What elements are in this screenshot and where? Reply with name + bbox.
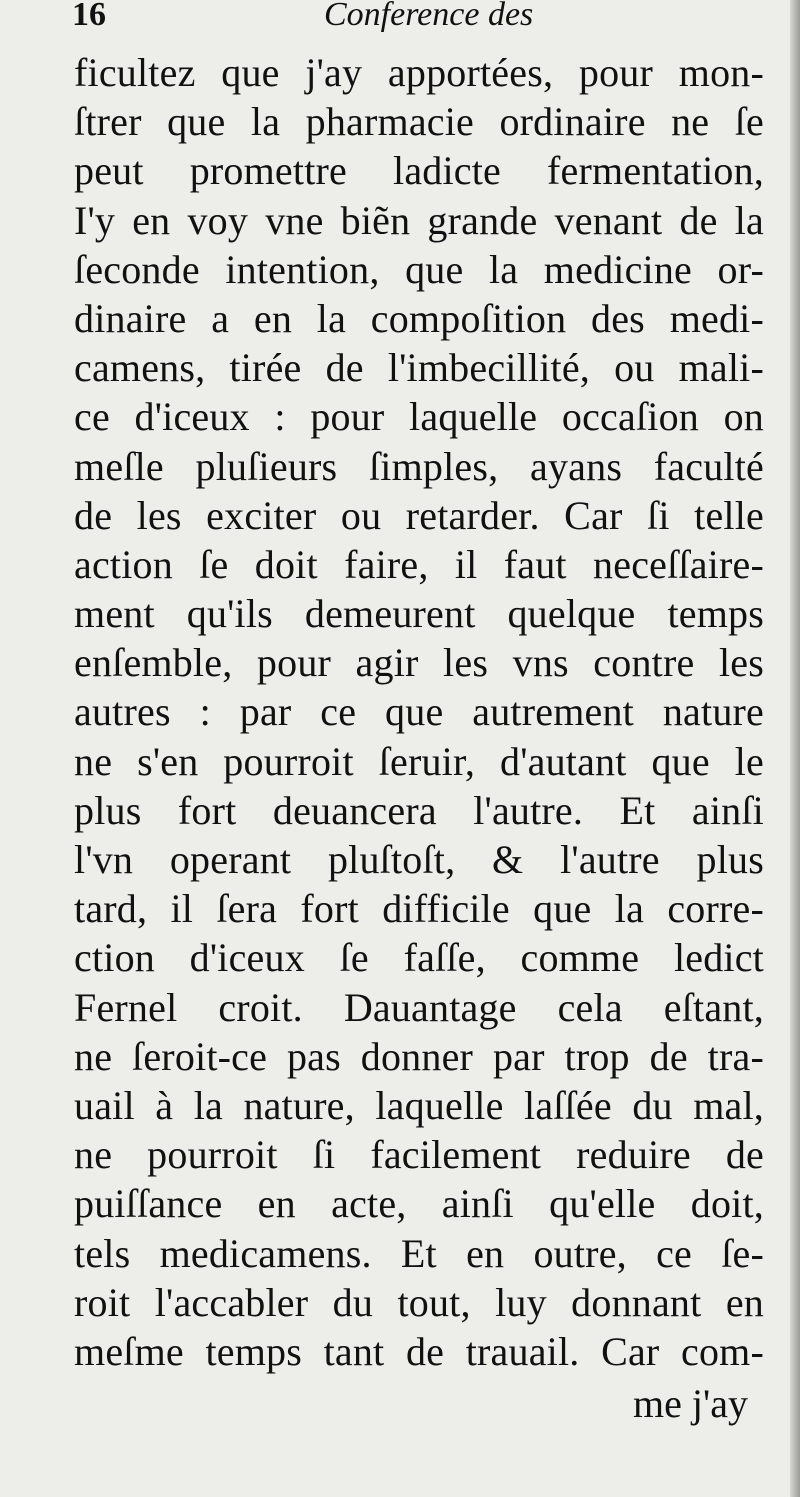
text-line: ne ſeroit-ce pas donner par trop de tra-: [74, 1033, 764, 1079]
page-header: [72, 0, 572, 40]
text-line: dinaire a en la compoſition des medi-: [74, 295, 764, 341]
running-head: Conference des: [324, 0, 534, 33]
text-line: ficultez que j'ay apportées, pour mon-: [74, 50, 764, 95]
body-text: [74, 48, 764, 1376]
page-gutter-shadow: [790, 0, 800, 1497]
text-line: Fernel croit. Dauantage cela eſtant,: [74, 984, 764, 1030]
text-line: ſtrer que la pharmacie ordinaire ne ſe: [74, 99, 764, 145]
text-line: de les exciter ou retarder. Car ſi telle: [74, 492, 764, 538]
text-line: ſeconde intention, que la medicine or-: [74, 246, 764, 292]
text-line: I'y en voy vne biẽn grande venant de la: [74, 197, 764, 243]
text-line: uail à la nature, laquelle laſſée du mal,: [74, 1082, 764, 1128]
text-line: meſle pluſieurs ſimples, ayans faculté: [74, 443, 764, 489]
text-line: action ſe doit faire, il faut neceſſaire-: [74, 541, 764, 587]
text-line: tard, il ſera fort difficile que la corre-: [74, 886, 764, 932]
text-line: l'vn operant pluſtoſt, & l'autre plus: [74, 837, 764, 882]
text-line: ce d'iceux : pour laquelle occaſion on: [74, 394, 764, 440]
text-line: puiſſance en acte, ainſi qu'elle doit,: [74, 1181, 764, 1227]
text-line: plus fort deuancera l'autre. Et ainſi: [74, 787, 764, 833]
text-line: roit l'accabler du tout, luy donnant en: [74, 1279, 764, 1325]
text-line: autres : par ce que autrement nature: [74, 689, 764, 735]
page-number: 16: [72, 0, 106, 33]
text-line: camens, tirée de l'imbecillité, ou mali-: [74, 345, 764, 391]
text-line: tels medicamens. Et en outre, ce ſe-: [74, 1230, 764, 1276]
text-line: peut promettre ladicte fermentation,: [74, 148, 764, 194]
text-line: ne s'en pourroit ſeruir, d'autant que le: [74, 738, 764, 784]
text-line: ne pourroit ſi facilement reduire de: [74, 1132, 764, 1178]
text-line: ment qu'ils demeurent quelque temps: [74, 591, 764, 637]
catchword: me j'ay: [633, 1381, 748, 1426]
text-line: ction d'iceux ſe faſſe, comme ledict: [74, 935, 764, 981]
text-line: enſemble, pour agir les vns contre les: [74, 640, 764, 686]
text-line: meſme temps tant de trauail. Car com-: [74, 1328, 764, 1374]
